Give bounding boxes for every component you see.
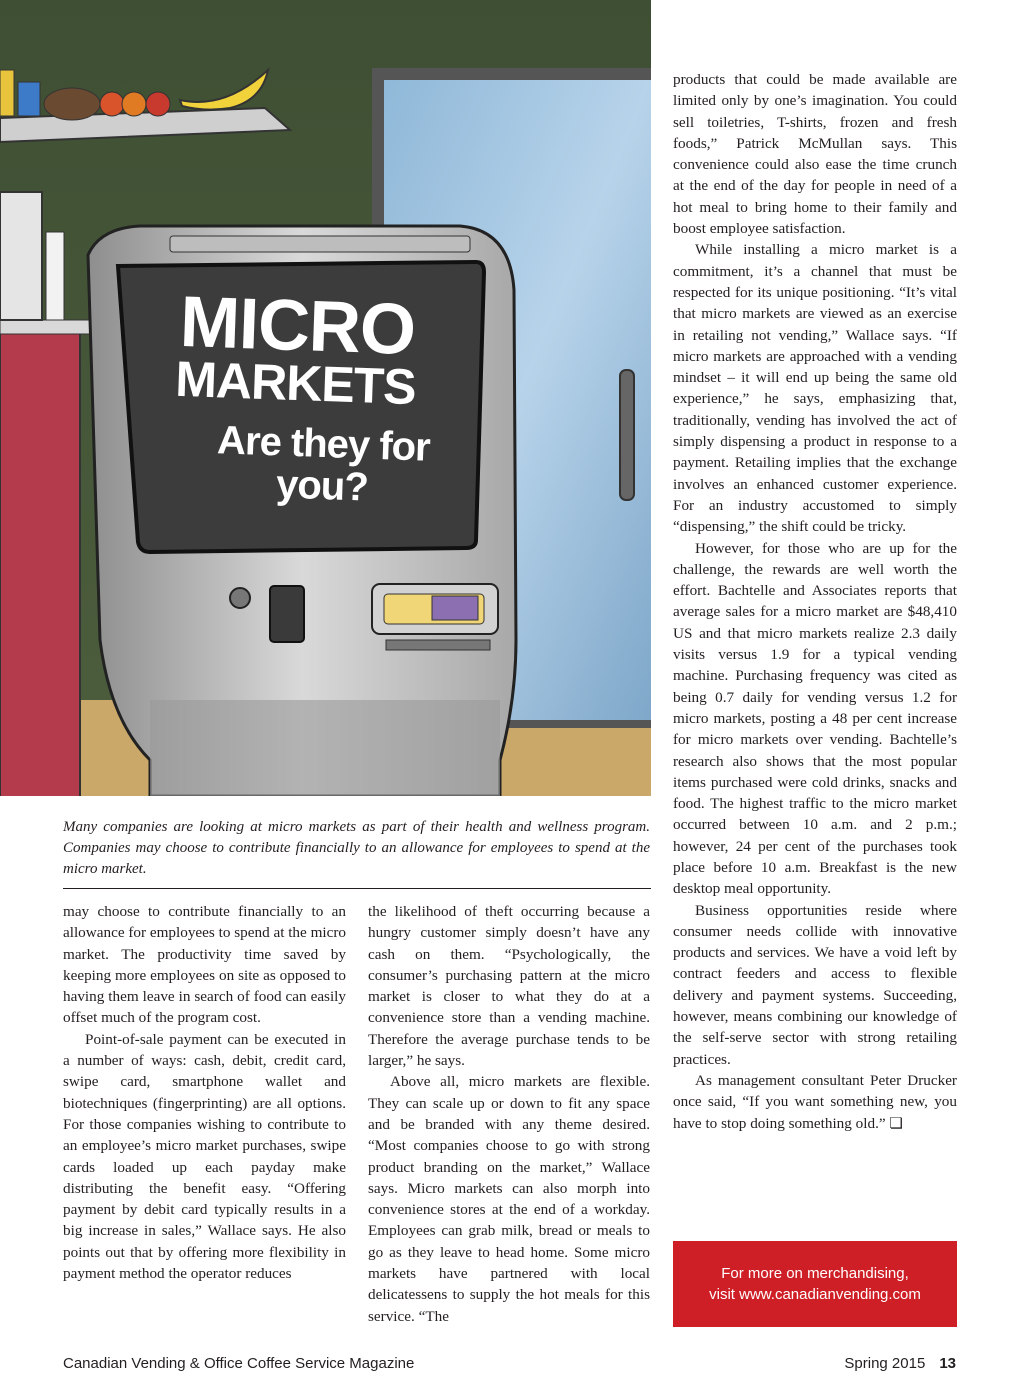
article-column-3 (673, 69, 957, 1134)
paragraph: However, for those who are up for the challenge, the rewards are well worth the effort. Bachtelle and Associates reports that average sales for a micro market are $48,410 US and that micro markets realize 2.3 daily visits versus 1.9 for a typical vending machine. Purchasing frequency was cited as being 0.7 daily for vending versus 1.2 for micro markets, posting a 48 per cent increase for micro markets over vending. Bachtelle’s research also shows that the most popular items purchased were cold drinks, snacks and food. The highest traffic to the micro market occurred between 10 a.m. and 2 p.m.; however, 24 per cent of the purchases took place before 10 a.m. Breakfast is the new desktop meal opportunity. (673, 539, 957, 898)
page-number: 13 (939, 1355, 956, 1372)
promo-box[interactable] (673, 1241, 957, 1327)
paragraph: may choose to contribute financially to an allowance for employees to spend at the micro market. The productivity time saved by keeping more employees on site as opposed to having them leave in search of food can easily offset much of the program cost. (63, 903, 346, 1027)
paragraph: While installing a micro market is a commitment, it’s a channel that must be respected for its unique positioning. “It’s vital that micro markets are viewed as an exercise in retailing not vending,” Wallace says. “If micro markets are approached with a vending mindset – it will end up being the same old experience,” he says, emphasizing that, traditionally, vending has involved the act of simply dispensing a product in response to a payment. Retailing implies that the exchange involves an enhanced customer experience. For an industry accustomed to simply “dispensing,” the shift could be tricky. (673, 241, 957, 536)
question-line-1: Are they (216, 418, 370, 468)
paragraph: Point-of-sale payment can be executed in a number of ways: cash, debit, credit card, swipe card, smartphone wallet and biotechniques (fingerprinting) are all options. For those companies wishing to contribute to an employee’s micro market purchases, swipe cards loaded up each payday make distributing the benefit easy. “Offering payment by debit card typically results in a big increase in sales,” Wallace says. He also points out that by offering more flexibility in payment method the operator reduces (63, 1030, 346, 1283)
title-question (206, 419, 439, 511)
caption-divider (63, 888, 651, 889)
promo-link[interactable]: visit www.canadianvending.com (709, 1286, 921, 1303)
footer-issue: Spring 2015 (844, 1355, 926, 1372)
image-caption: Many companies are looking at micro markets as part of their health and wellness program. Companies may choose to contribute financially to an allowance for employees to spend at the micro market. (63, 819, 650, 877)
title-micro: MICRO (178, 281, 417, 371)
kiosk-screen-title (146, 281, 443, 511)
paragraph: the likelihood of theft occurring because a hungry customer simply doesn’t have any cash on them. “Psychologically, the consumer’s purchasing pattern at the micro market is closer to what they do at a convenience store than a vending machine. Therefore the average purchase tends to be larger,” he says. (368, 903, 650, 1070)
paragraph: products that could be made available are limited only by one’s imagination. You could sell toiletries, T-shirts, frozen and fresh foods,” Patrick McMullan says. This convenience could also ease the time crunch at the end of the day for people in need of a hot meal to bring home to their family and boost employee satisfaction. (673, 71, 957, 238)
paragraph: Above all, micro markets are flexible. They can scale up or down to fit any space and be branded with any theme desired. “Most companies choose to go with strong product branding on the market,” Wallace says. Micro markets can also morph into convenience stores at the end of a workday. Employees can grab milk, bread or meals to go as they leave to head home. Some micro markets have partnered with local delicatessens to supply the hot meals for this service. “The (368, 1073, 650, 1325)
promo-line-1: For more on merchandising, (721, 1265, 909, 1282)
footer-publication: Canadian Vending & Office Coffee Service Magazine (63, 1355, 415, 1372)
paragraph: As management consultant Peter Drucker once said, “If you want something new, you have to stop doing something old.” ❏ (673, 1071, 957, 1132)
title-markets: MARKETS (174, 351, 417, 416)
hero-illustration (0, 0, 651, 796)
footer-issue-block (844, 1355, 956, 1372)
paragraph: Business opportunities reside where consumer needs collide with innovative products and services. We have a void left by contract feeders and access to flexible delivery and payment systems. Succeeding, however, means combining our knowledge of the self-serve sector with strong retailing practices. (673, 901, 957, 1068)
article-column-1 (63, 901, 346, 1284)
question-line-2: for you? (275, 423, 431, 510)
article-column-2 (368, 901, 650, 1327)
